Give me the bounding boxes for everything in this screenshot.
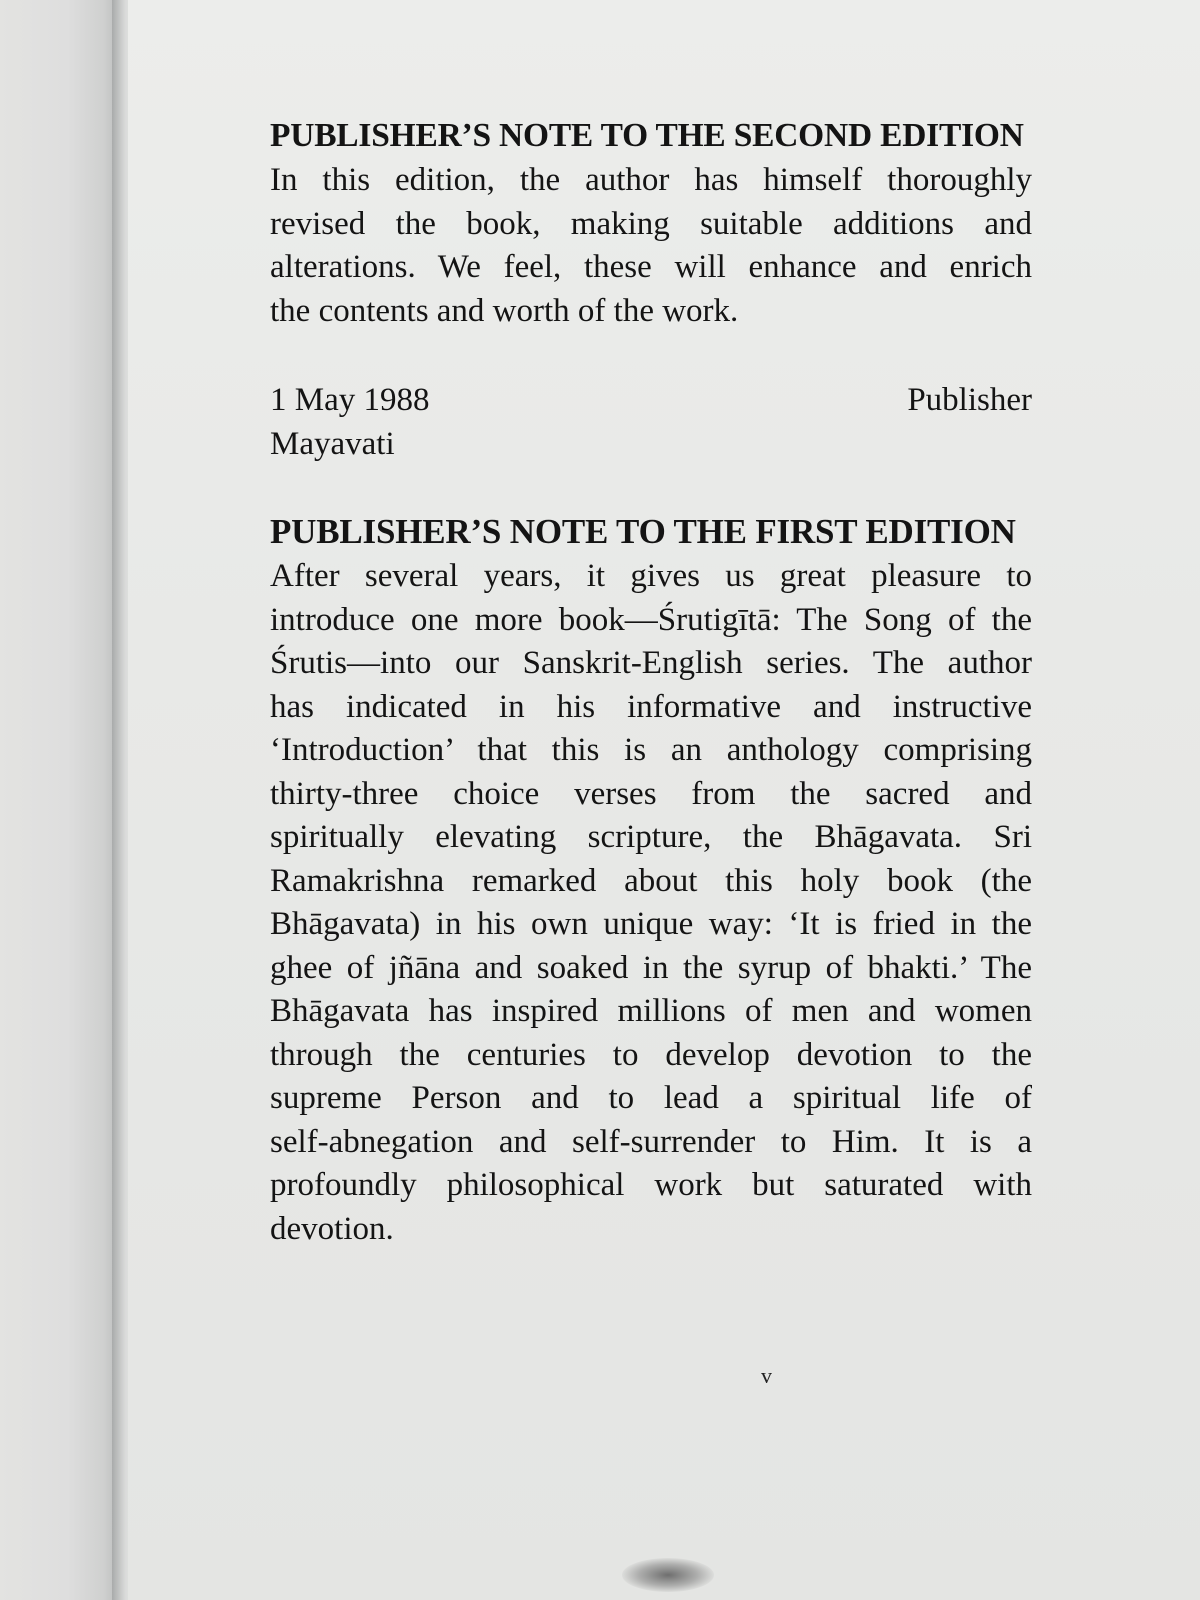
second-edition-paragraph xyxy=(270,159,1032,333)
text-line: spiritually elevating scripture, the Bhāgavata. Sri xyxy=(270,819,1032,855)
page-content xyxy=(270,113,1032,1251)
date-signatory-row xyxy=(270,378,1032,422)
text-line: thirty-three choice verses from the sacred and xyxy=(270,775,1032,812)
text-line: introduce one more book—Śrutigītā: The Song of the xyxy=(270,601,1032,638)
text-line: alterations. We feel, these will enhance and enrich xyxy=(270,249,1032,285)
text-line: devotion. xyxy=(270,1210,394,1247)
text-line: Śrutis—into our Sanskrit-English series. The author xyxy=(270,645,1032,681)
text-line: has indicated in his informative and instructive xyxy=(270,688,1032,725)
note-date: 1 May 1988 xyxy=(270,382,430,418)
signature-block xyxy=(270,378,1032,466)
text-line: Ramakrishna remarked about this holy book (the xyxy=(270,862,1032,899)
text-line: revised the book, making suitable additions and xyxy=(270,205,1032,242)
book-page xyxy=(128,0,1200,1600)
text-line: through the centuries to develop devotion to the xyxy=(270,1036,1032,1073)
text-line: In this edition, the author has himself thoroughly xyxy=(270,162,1032,198)
note-place: Mayavati xyxy=(270,426,395,462)
text-line: ‘Introduction’ that this is an anthology comprising xyxy=(270,732,1032,768)
text-line: Bhāgavata has inspired millions of men and women xyxy=(270,993,1032,1029)
first-edition-heading: PUBLISHER’S NOTE TO THE FIRST EDITION xyxy=(270,512,1016,551)
text-line: Bhāgavata) in his own unique way: ‘It is fried in the xyxy=(270,906,1032,942)
text-line: self-abnegation and self-surrender to Him. It is a xyxy=(270,1123,1032,1160)
text-line: the contents and worth of the work. xyxy=(270,292,739,329)
text-line: After several years, it gives us great pleasure to xyxy=(270,558,1032,594)
text-line: profoundly philosophical work but saturated with xyxy=(270,1167,1032,1203)
second-edition-heading: PUBLISHER’S NOTE TO THE SECOND EDITION xyxy=(270,117,1024,154)
thumb-smudge xyxy=(622,1558,714,1592)
facing-page xyxy=(0,0,122,1600)
first-edition-paragraph xyxy=(270,555,1032,1251)
text-line: supreme Person and to lead a spiritual life of xyxy=(270,1080,1032,1116)
page-number: v xyxy=(761,1363,772,1388)
note-signatory: Publisher xyxy=(907,382,1032,418)
text-line: ghee of jñāna and soaked in the syrup of bhakti.’ The xyxy=(270,949,1032,986)
